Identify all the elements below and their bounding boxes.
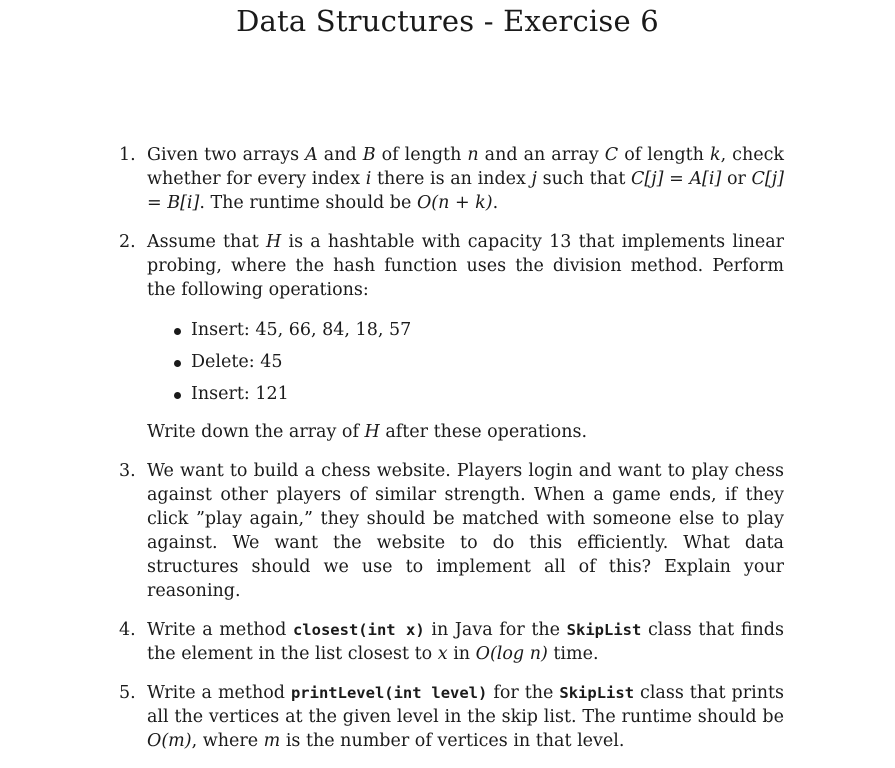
problem-4 xyxy=(119,618,784,666)
math-var: m xyxy=(263,731,281,751)
math-expr: O(log n) xyxy=(475,644,548,664)
problem-1 xyxy=(119,143,784,215)
math-var: B xyxy=(362,145,376,165)
code-class-name: SkipList xyxy=(566,621,642,639)
text-run: of length xyxy=(618,145,710,165)
text-run: of length xyxy=(375,145,468,165)
text-run: and xyxy=(317,145,363,165)
text-run: or xyxy=(721,169,752,189)
math-var: x xyxy=(437,644,448,664)
problem-text xyxy=(147,618,784,666)
text-run: . xyxy=(492,193,499,213)
math-expr: O(m) xyxy=(147,731,192,751)
problem-text xyxy=(147,681,784,753)
text-run: is the number of vertices in that level. xyxy=(280,731,625,751)
text-run: Assume that xyxy=(147,232,266,252)
math-expr: O(n + k) xyxy=(416,193,493,213)
problem-text xyxy=(147,230,784,302)
text-run: in xyxy=(447,644,476,664)
math-var: i xyxy=(365,169,372,189)
text-run: , check whether for every index xyxy=(147,145,784,189)
problem-number: 5. xyxy=(119,683,136,703)
code-class-name: SkipList xyxy=(559,684,635,702)
math-var: H xyxy=(364,422,380,442)
math-expr: C[j] = B[i] xyxy=(147,169,784,213)
text-run: there is an index xyxy=(371,169,532,189)
problem-text: We want to build a chess website. Players login and want to play chess against other players of similar strength. When a game ends, if they click ”play again,” they should be matched with someone else to play against. We want the website to do this efficiently. What data structures should we use to implement all of this? Explain your reasoning. xyxy=(147,461,784,601)
text-run: Write a method xyxy=(147,683,291,703)
problem-number: 4. xyxy=(119,620,136,640)
operation-list xyxy=(147,318,784,406)
text-run: and an array xyxy=(478,145,605,165)
problem-number: 3. xyxy=(119,461,136,481)
code-method-signature: printLevel(int level) xyxy=(290,684,488,702)
text-run: is a hashtable with capacity 13 that implements linear probing, where the hash function uses the division method. Perform the following operations: xyxy=(147,232,784,300)
text-run: Write down the array of xyxy=(147,422,365,442)
problem-number: 1. xyxy=(119,145,136,165)
list-item: Insert: 121 xyxy=(174,382,784,406)
text-run: , where xyxy=(191,731,264,751)
text-run: for the xyxy=(487,683,560,703)
text-run: . The runtime should be xyxy=(199,193,417,213)
text-run: time. xyxy=(547,644,599,664)
problem-text xyxy=(147,143,784,215)
text-run: class that prints all the vertices at the given level in the skip list. The runtime should be xyxy=(147,683,785,727)
math-var: H xyxy=(266,232,282,252)
problem-number: 2. xyxy=(119,232,136,252)
math-var: n xyxy=(467,145,479,165)
text-run: after these operations. xyxy=(379,422,588,442)
math-expr: C[j] = A[i] xyxy=(631,169,722,189)
text-run: such that xyxy=(536,169,631,189)
math-var: A xyxy=(305,145,318,165)
math-var: j xyxy=(531,169,537,189)
code-method-signature: closest(int x) xyxy=(292,621,425,639)
math-var: C xyxy=(604,145,619,165)
problem-2 xyxy=(119,230,784,444)
math-var: k xyxy=(709,145,721,165)
text-run: Write a method xyxy=(147,620,293,640)
problem-3 xyxy=(119,459,784,603)
page-title: Data Structures - Exercise 6 xyxy=(236,4,659,38)
problem-5 xyxy=(119,681,784,753)
text-run: Given two arrays xyxy=(147,145,306,165)
text-run: in Java for the xyxy=(424,620,567,640)
exercise-list xyxy=(119,143,784,768)
text-run: class that finds the element in the list closest to xyxy=(147,620,784,664)
problem-followup-text xyxy=(147,420,784,444)
list-item: Insert: 45, 66, 84, 18, 57 xyxy=(174,318,784,342)
list-item: Delete: 45 xyxy=(174,350,784,374)
